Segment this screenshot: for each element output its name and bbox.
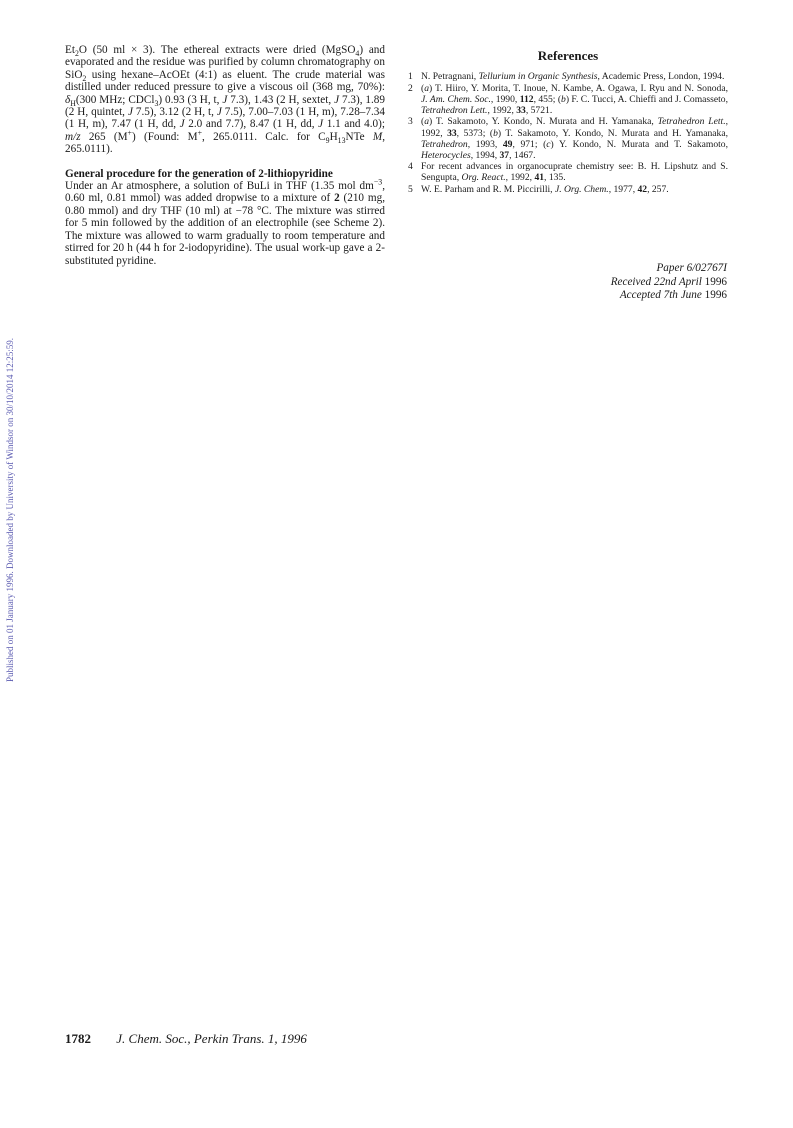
page-number: 1782 — [65, 1031, 91, 1046]
reference-item: 2 (a) T. Hiiro, Y. Morita, T. Inoue, N. Kambe, A. Ogawa, I. Ryu and N. Sonoda, J. Am. Chem. Soc., 1990, 112, 455; (b) F. C. Tucci, A. Chieffi and J. Comasseto, Tetrahedron Lett., 1992, 33, 5721. — [408, 82, 729, 116]
paper-number-line: Paper 6/02767I — [656, 262, 727, 274]
journal-citation: J. Chem. Soc., Perkin Trans. 1, 1996 — [116, 1031, 307, 1046]
references-heading: References — [537, 48, 599, 63]
reference-item: 3 (a) T. Sakamoto, Y. Kondo, N. Murata and H. Yamanaka, Tetrahedron Lett., 1992, 33, 5373; (b) T. Sakamoto, Y. Kondo, N. Murata and H. Yamanaka, Tetrahedron, 1993, 49, 971; (c) Y. Kondo, N. Murata and T. Sakamoto, Heterocycles, 1994, 37, 1467. — [408, 116, 729, 161]
paper-info — [560, 262, 727, 303]
reference-item: 5 W. E. Parham and R. M. Piccirilli, J. Org. Chem., 1977, 42, 257. — [408, 184, 669, 196]
download-stamp-text: Published on 01 January 1996. Downloaded by University of Windsor on 30/10/2014 12:25:59. — [5, 338, 15, 682]
procedure-heading: General procedure for the generation of 2-lithiopyridine — [65, 167, 333, 180]
reference-number: 4 — [408, 161, 413, 173]
received-line: Received 22nd April 1996 — [610, 275, 727, 288]
accepted-line: Accepted 7th June 1996 — [619, 289, 727, 301]
reference-number: 3 — [408, 116, 413, 128]
page-footer — [65, 1031, 307, 1047]
reference-item: 4 For recent advances in organocuprate chemistry see: B. H. Lipshutz and S. Sengupta, Org. React., 1992, 41, 135. — [408, 161, 728, 184]
download-stamp — [0, 300, 20, 720]
reference-number: 1 — [408, 71, 413, 83]
procedure-paragraph: Under an Ar atmosphere, a solution of BuLi in THF (1.35 mol $dm^{-3}$, 0.60 ml, 0.81 mmol) was added dropwise to a mixture of 2 (210 mg, 0.80 mmol) and dry THF (10 ml) at −78 °C. The mixture was stirred for 5 min followed by the addition of an electrophile (see Scheme 2). The mixture was allowed to warm gradually to room temperature and stirred for 20 h (44 h for 2-iodopyridine). The usual work-up gave a 2-substituted pyridine. — [65, 177, 385, 267]
reference-number: 5 — [408, 184, 413, 196]
experimental-paragraph: $Et_2O$ (50 ml × 3). The ethereal extracts were dried (MgSO$_4$) and evaporated and the residue was purified by column chromatography on SiO$_2$ using hexane–AcOEt (4:1) as eluent. The crude material was distilled under reduced pressure to give a viscous oil (368 mg, 70%): $\delta_H(300$ MHz; CDCl$_3$) 0.93 (3 H, t, J 7.3), 1.43 (2 H, sextet, J 7.3), 1.89 (2 H, quintet, J 7.5), 3.12 (2 H, t, J 7.5), 7.00–7.03 (1 H, m), 7.28–7.34 (1 H, m), 7.47 (1 H, dd, J 2.0 and 7.7), 8.47 (1 H, dd, J 1.1 and 4.0); m/z 265 (M+) (Found: M+, 265.0111. Calc. for $C_9H_{13}NTe$ M, 265.0111). — [65, 44, 385, 156]
references-section — [408, 50, 728, 196]
reference-item: 1 N. Petragnani, Tellurium in Organic Synthesis, Academic Press, London, 1994. — [408, 71, 725, 83]
reference-number: 2 — [408, 82, 413, 94]
left-column — [65, 44, 385, 267]
